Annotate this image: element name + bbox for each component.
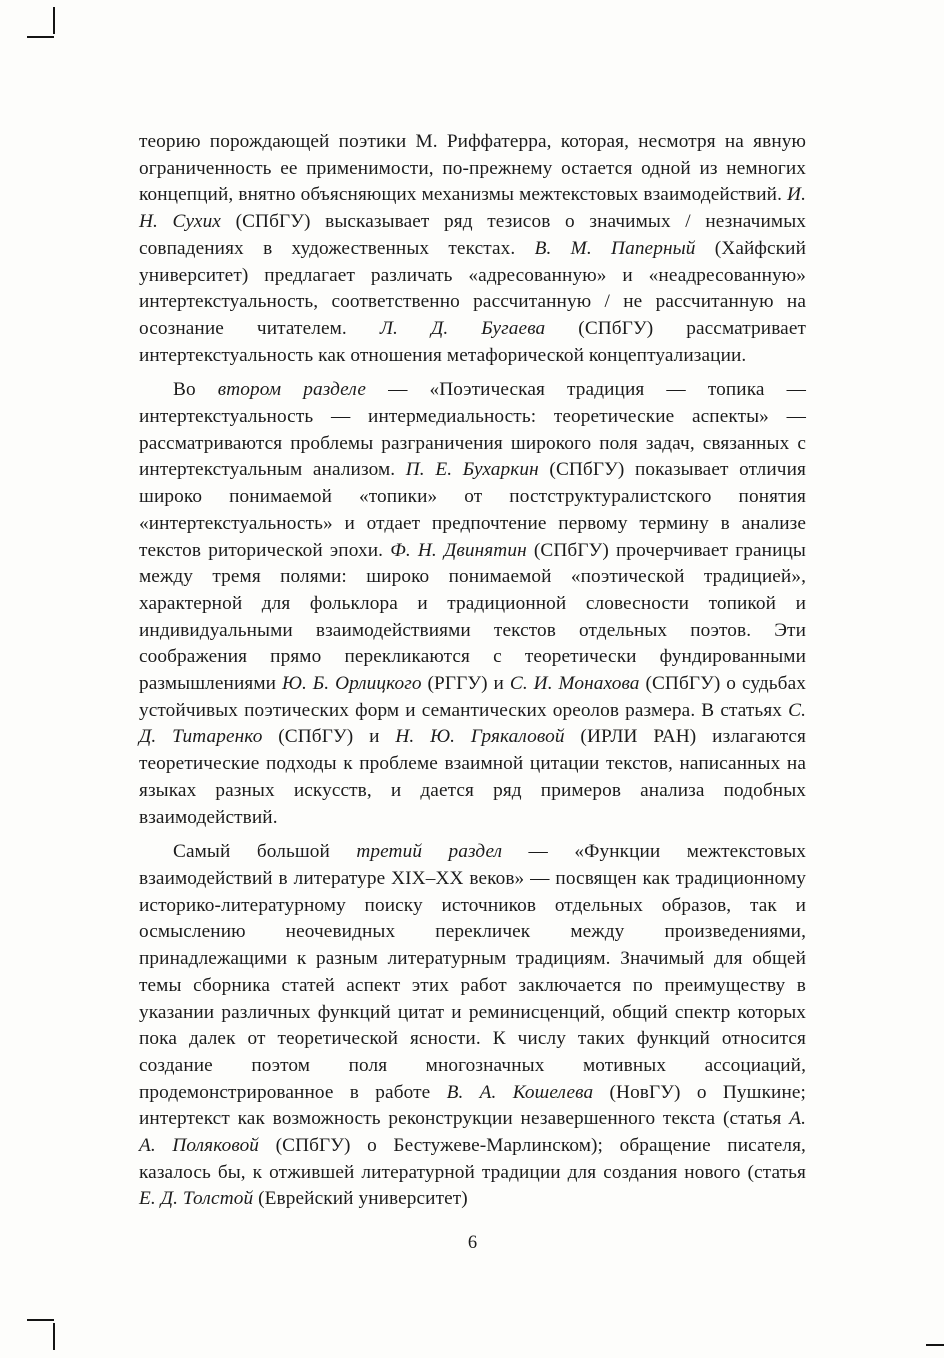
text-run: — «Поэтическая традиция — топика — интертекстуальность — интермедиальность: теоретические аспекты» — рассматриваются проблемы разграничения широкого поля задач, связанных с интертекстуальным анализом.: [139, 379, 806, 481]
italic-run: В. А. Кошелева: [446, 1081, 594, 1103]
text-run: (Хайфский университет) предлагает различать «адресованную» и «неадресованную» интертекстуальность, соответственно рассчитанную / не рассчитанную на осознание читателем.: [139, 237, 806, 339]
text-run: (СПбГУ) о судьбах устойчивых поэтических форм и семантических ореолов размера. В статьях: [139, 673, 806, 721]
italic-run: Е. Д. Толстой: [139, 1188, 254, 1210]
paragraph-second-section: [139, 377, 806, 831]
italic-run: В. М. Паперный: [534, 237, 696, 259]
paragraph-continuation: [139, 129, 806, 369]
text-run: (НовГУ) о Пушкине; интертекст как возможность реконструкции незавершенного текста (статья: [139, 1081, 806, 1130]
italic-run: третий раздел: [356, 841, 503, 863]
crop-mark-top-left-horizontal: [27, 36, 54, 38]
crop-mark-bottom-left-horizontal: [27, 1319, 54, 1321]
text-run: (Еврейский университет): [253, 1188, 468, 1210]
italic-run: А. А. Поляковой: [139, 1108, 806, 1157]
text-run: — «Функции межтекстовых взаимодействий в литературе XIX–XX веков» — посвящен как традиционному историко-литературному поиску источников отдельных образов, так и осмыслению неочевидных перекличек между произведениями, принадлежащими к разным литературным традициям. Значимый для общей темы сборника статей аспект этих работ заключается по преимуществу в указании различных функций цитат и реминисценций, общий спектр которых пока далек от теоретической ясности. К числу таких функций относится создание поэтом поля многозначных мотивных ассоциаций, продемонстрированное в работе: [139, 841, 806, 1103]
italic-run: втором разделе: [217, 379, 366, 401]
crop-mark-top-left-vertical: [53, 7, 55, 34]
crop-mark-bottom-right-horizontal: [926, 1344, 944, 1346]
italic-run: Ю. Б. Орлицкого: [281, 673, 422, 695]
italic-run: Ф. Н. Двинятин: [390, 539, 527, 561]
text-run: Самый большой: [173, 841, 357, 863]
text-run: (СПбГУ) о Бестужеве-Марлинском); обращение писателя, казалось бы, к отжившей литературной традиции для создания нового (статья: [139, 1135, 806, 1183]
text-run: Во: [173, 379, 218, 401]
text-run: (ИРЛИ РАН) излагаются теоретические подходы к проблеме взаимной цитации текстов, написанных на языках разных искусств, и дается ряд примеров анализа подобных взаимодействий.: [139, 726, 806, 828]
paragraph-third-section: [139, 839, 806, 1213]
text-run: (РГГУ) и: [421, 673, 510, 695]
italic-run: С. Д. Титаренко: [139, 699, 806, 748]
page-text-block: [139, 129, 806, 1213]
page-number: 6: [467, 1233, 478, 1253]
italic-run: П. Е. Бухаркин: [405, 459, 539, 481]
text-run: (СПбГУ) высказывает ряд тезисов о значимых / незначимых совпадениях в художественных текстах.: [139, 211, 806, 259]
text-run: (СПбГУ) показывает отличия широко понимаемой «топики» от постструктуралистского понятия «интертекстуальность» и отдает предпочтение первому термину в анализе текстов риторической эпохи.: [139, 459, 806, 561]
text-run: теорию порождающей поэтики М. Риффатерра, которая, несмотря на явную ограниченность ее применимости, по-прежнему остается одной из немногих концепций, внятно объясняющих механизмы межтекстовых взаимодействий.: [139, 131, 806, 206]
italic-run: И. Н. Сухих: [139, 184, 806, 233]
italic-run: Л. Д. Бугаева: [379, 317, 546, 339]
italic-run: С. И. Монахова: [509, 673, 640, 695]
text-run: (СПбГУ) и: [262, 726, 396, 748]
italic-run: Н. Ю. Грякаловой: [395, 726, 565, 748]
text-run: (СПбГУ) прочерчивает границы между тремя полями: широко понимаемой «поэтической традицией», характерной для фольклора и традиционной словесности топикой и индивидуальными взаимодействиями текстов отдельных поэтов. Эти соображения прямо перекликаются с теоретически фундированными размышлениями: [139, 539, 806, 695]
text-run: (СПбГУ) рассматривает интертекстуальность как отношения метафорической концептуализации.: [139, 317, 807, 366]
crop-mark-bottom-left-vertical: [53, 1323, 55, 1350]
